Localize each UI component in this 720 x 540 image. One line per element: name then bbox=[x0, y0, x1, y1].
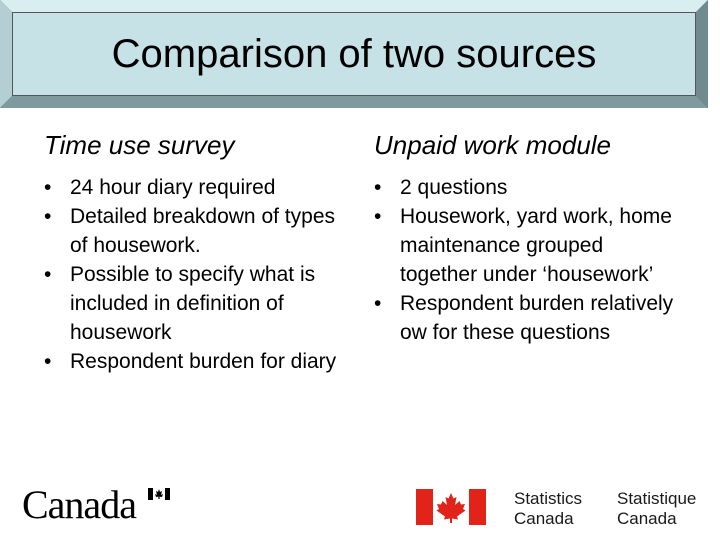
right-heading: Unpaid work module bbox=[374, 130, 612, 160]
title-banner bbox=[0, 0, 720, 110]
title-bevel-left bbox=[0, 0, 12, 108]
bullet-icon: • bbox=[44, 350, 52, 373]
left-column bbox=[44, 130, 344, 376]
canada-wordmark-text: Canada bbox=[22, 482, 136, 527]
right-bullet-list bbox=[374, 173, 674, 347]
bullet-icon: • bbox=[374, 176, 382, 199]
title-bevel-right bbox=[696, 0, 708, 108]
title-bevel-bottom bbox=[0, 96, 708, 108]
canada-wordmark bbox=[22, 484, 136, 526]
canada-flag-icon bbox=[416, 489, 486, 525]
bullet-icon: • bbox=[44, 263, 52, 286]
bullet-icon: • bbox=[44, 205, 52, 228]
canada-flag-icon bbox=[148, 488, 170, 500]
statistics-canada-label: Statistics Canada bbox=[514, 489, 583, 528]
bullet-icon: • bbox=[44, 176, 52, 199]
left-heading: Time use survey bbox=[44, 130, 235, 160]
list-item: • Possible to specify what is included in definition of housework bbox=[44, 260, 344, 347]
list-item: • Housework, yard work, home maintenance grouped together under ‘housework’ bbox=[374, 202, 674, 289]
left-bullet-list bbox=[44, 173, 344, 376]
list-item: • Respondent burden relatively ow for these questions bbox=[374, 289, 674, 347]
title-panel bbox=[12, 12, 696, 96]
bullet-icon: • bbox=[374, 205, 382, 228]
right-column bbox=[374, 130, 674, 347]
title-bevel-top bbox=[0, 0, 708, 12]
list-item: • Respondent burden for diary bbox=[44, 347, 344, 376]
slide-title: Comparison of two sources bbox=[111, 31, 597, 76]
bullet-icon: • bbox=[374, 292, 382, 315]
statistique-canada-label: Statistique Canada bbox=[617, 489, 697, 528]
list-item: • 24 hour diary required bbox=[44, 173, 344, 202]
list-item: • Detailed breakdown of types of housework. bbox=[44, 202, 344, 260]
list-item: • 2 questions bbox=[374, 173, 674, 202]
